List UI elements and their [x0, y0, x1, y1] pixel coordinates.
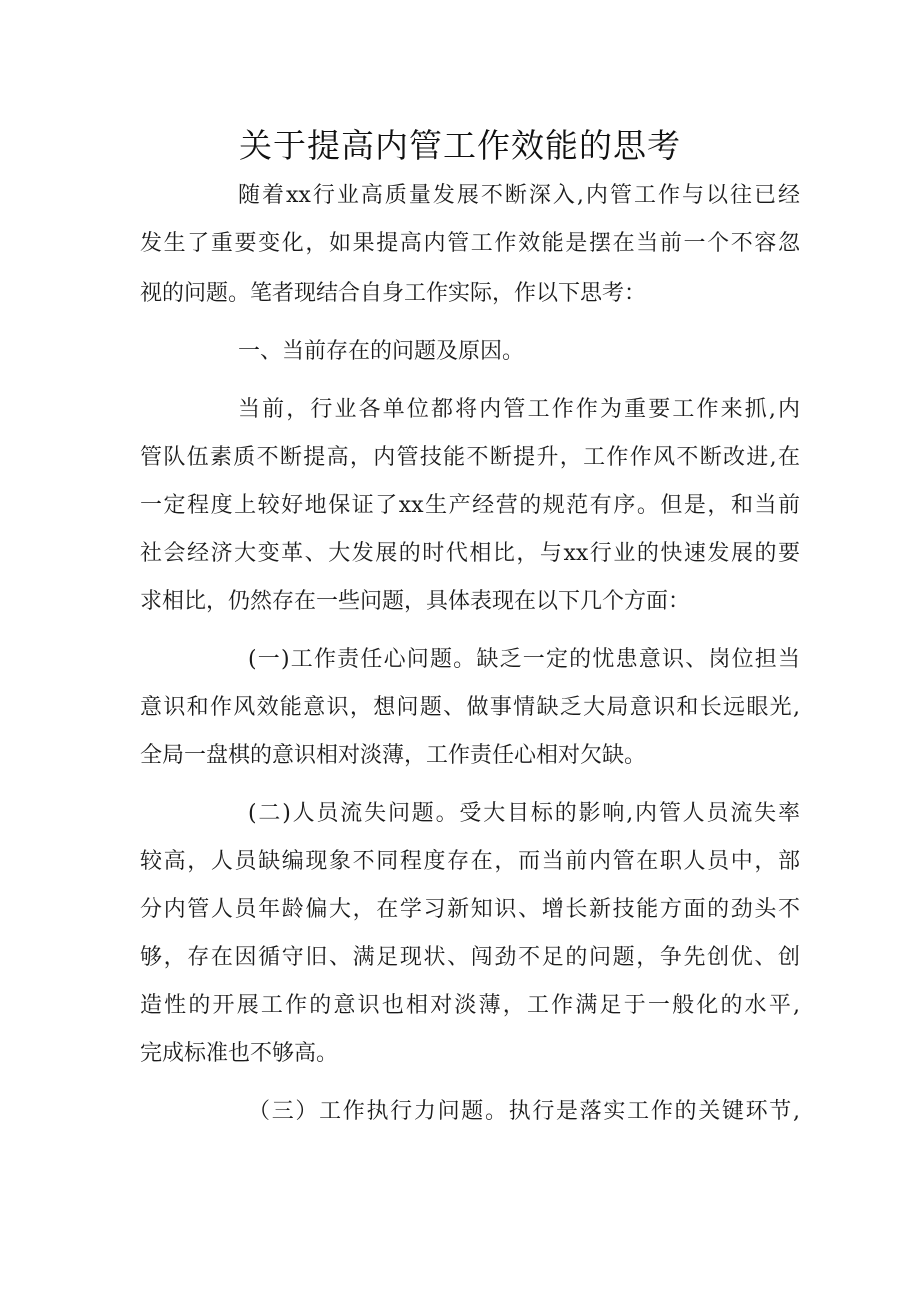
section-heading: 一、当前存在的问题及原因。 [238, 339, 525, 364]
paragraph-line: 全局一盘棋的意识相对淡薄，工作责任心相对欠缺。 [140, 743, 647, 768]
paragraph-line: 意识和作风效能意识，想问题、做事情缺乏大局意识和长远眼光, [140, 695, 800, 720]
paragraph-line: 管队伍素质不断提高，内管技能不断提升，工作作风不断改进,在 [140, 445, 800, 470]
paragraph-line: （三）工作执行力问题。执行是落实工作的关键环节, [248, 1099, 800, 1124]
paragraph-line: 造性的开展工作的意识也相对淡薄，工作满足于一般化的水平, [140, 993, 800, 1018]
paragraph-line: 一定程度上较好地保证了xx生产经营的规范有序。但是，和当前 [140, 493, 800, 518]
paragraph-line: 随着xx行业高质量发展不断深入,内管工作与以往已经 [238, 183, 800, 208]
paragraph-line: 社会经济大变革、大发展的时代相比，与xx行业的快速发展的要 [140, 541, 800, 566]
paragraph-line: 够，存在因循守旧、满足现状、闯劲不足的问题，争先创优、创 [140, 945, 800, 970]
paragraph-line: 较高，人员缺编现象不同程度存在，而当前内管在职人员中，部 [140, 849, 800, 874]
paragraph-line: 求相比，仍然存在一些问题，具体表现在以下几个方面： [140, 589, 691, 614]
paragraph-line: 当前，行业各单位都将内管工作作为重要工作来抓,内 [238, 397, 800, 422]
paragraph-line: 发生了重要变化，如果提高内管工作效能是摆在当前一个不容忽 [140, 231, 800, 256]
document-title: 关于提高内管工作效能的思考 [239, 126, 681, 165]
paragraph-line: 分内管人员年龄偏大，在学习新知识、增长新技能方面的劲头不 [140, 897, 800, 922]
paragraph-line: 视的问题。笔者现结合自身工作实际，作以下思考： [140, 281, 647, 306]
paragraph-line: (一)工作责任心问题。缺乏一定的忧患意识、岗位担当 [248, 647, 800, 672]
paragraph-line: (二)人员流失问题。受大目标的影响,内管人员流失率 [248, 801, 800, 826]
paragraph-line: 完成标准也不够高。 [140, 1041, 339, 1066]
